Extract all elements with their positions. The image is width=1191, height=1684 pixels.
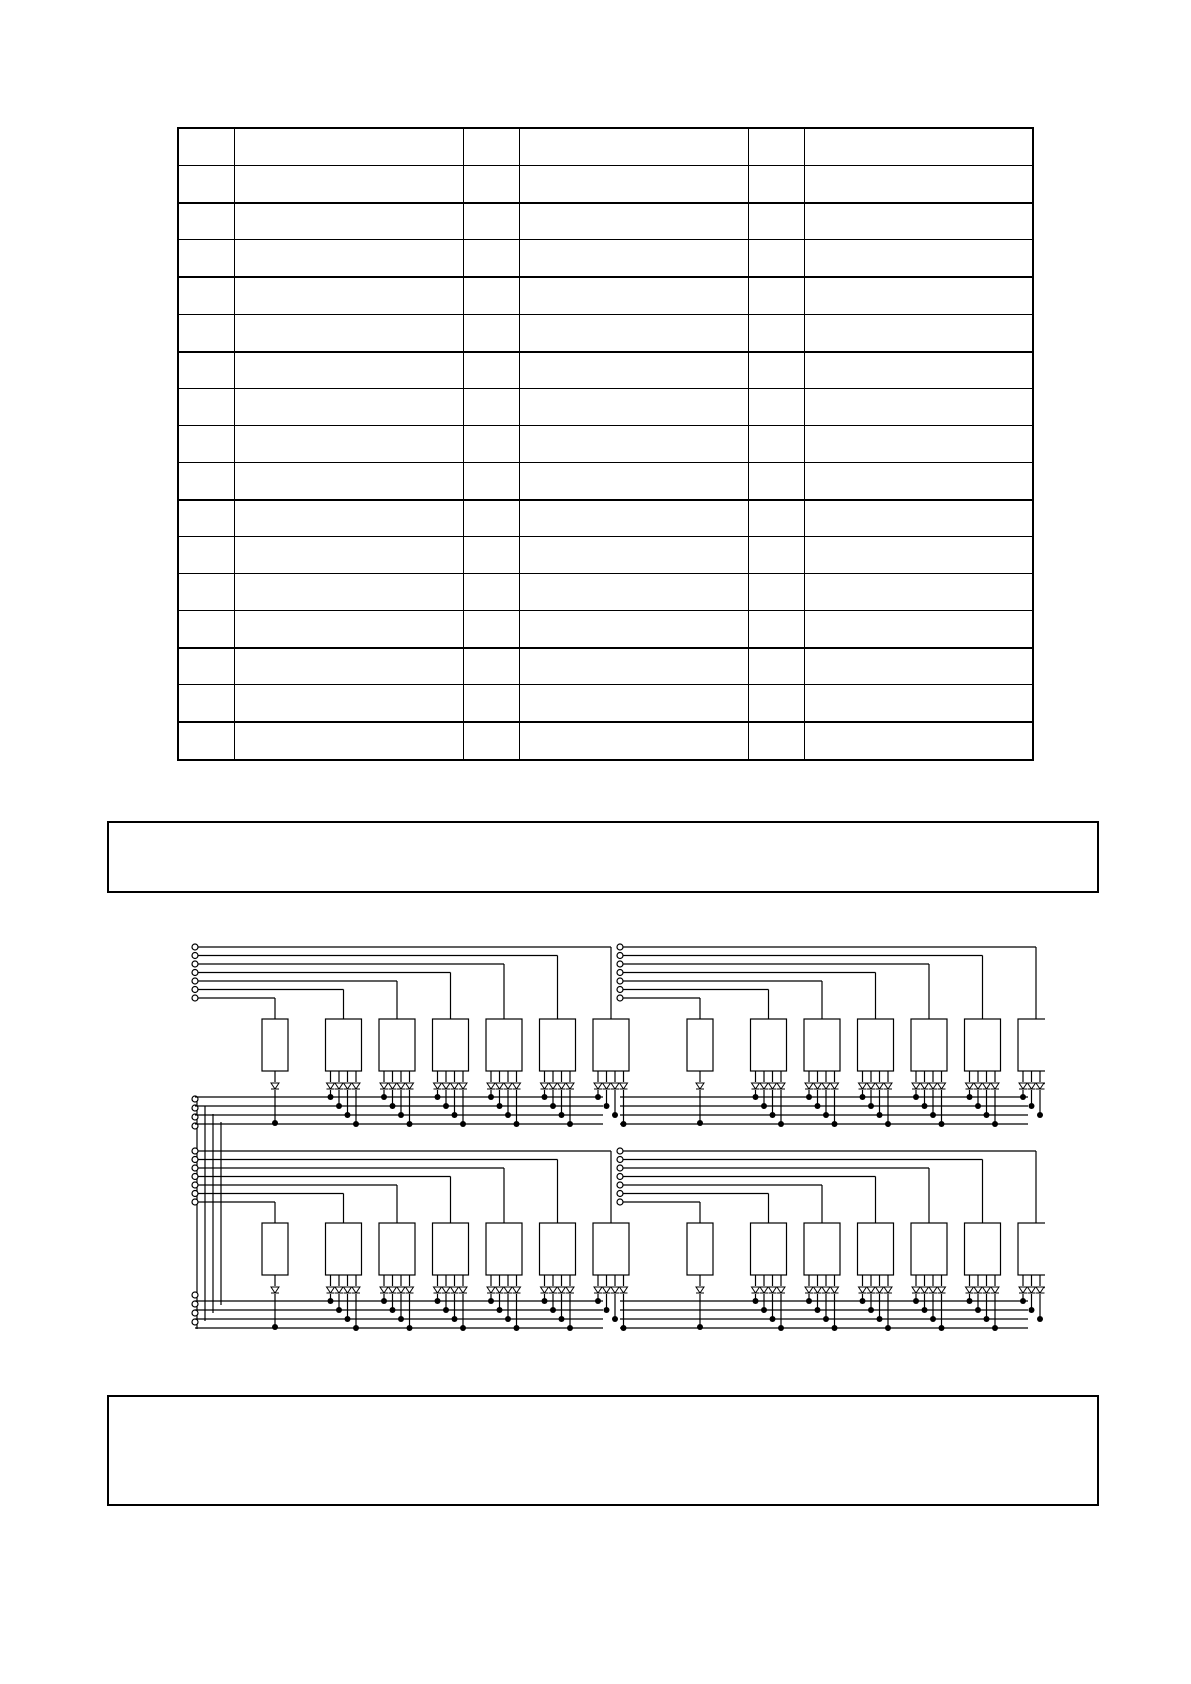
input-terminal bbox=[192, 987, 198, 993]
diode-icon bbox=[566, 1083, 574, 1089]
pin-name-cell bbox=[804, 574, 1033, 611]
diode-icon bbox=[929, 1083, 937, 1089]
seven-segment-digit bbox=[433, 1019, 469, 1071]
diode-icon bbox=[859, 1083, 867, 1089]
junction-dot bbox=[1029, 1307, 1035, 1313]
pin-number-cell bbox=[748, 574, 804, 611]
pin-number-cell bbox=[748, 277, 804, 314]
diode-icon bbox=[859, 1287, 867, 1293]
input-terminal bbox=[617, 987, 623, 993]
diode-icon bbox=[620, 1287, 628, 1293]
pin-number-cell bbox=[463, 537, 519, 574]
pin-name-cell bbox=[519, 648, 748, 685]
seven-segment-digit bbox=[540, 1223, 576, 1275]
input-terminal bbox=[192, 1191, 198, 1197]
input-terminal bbox=[617, 970, 623, 976]
table-row bbox=[178, 240, 1033, 277]
diode-icon bbox=[271, 1083, 279, 1089]
pin-number-cell bbox=[463, 648, 519, 685]
diode-icon bbox=[451, 1287, 459, 1293]
diode-icon bbox=[884, 1083, 892, 1089]
pin-number-cell bbox=[748, 537, 804, 574]
diode-icon bbox=[1028, 1083, 1036, 1089]
diode-icon bbox=[594, 1287, 602, 1293]
diode-icon bbox=[541, 1083, 549, 1089]
pin-name-cell bbox=[234, 426, 463, 463]
pin-number-cell bbox=[463, 165, 519, 202]
input-terminal bbox=[192, 1157, 198, 1163]
input-terminal bbox=[617, 1165, 623, 1171]
pin-number-cell bbox=[178, 426, 234, 463]
pin-name-cell bbox=[519, 128, 748, 165]
junction-dot bbox=[1037, 1316, 1043, 1322]
pin-name-cell bbox=[804, 537, 1033, 574]
junction-dot bbox=[697, 1120, 703, 1126]
diode-icon bbox=[912, 1083, 920, 1089]
pin-name-cell bbox=[519, 462, 748, 499]
pin-name-cell bbox=[234, 352, 463, 389]
diode-icon bbox=[487, 1287, 495, 1293]
diode-icon bbox=[389, 1287, 397, 1293]
seven-segment-digit bbox=[751, 1019, 787, 1071]
diode-icon bbox=[1045, 1083, 1046, 1089]
diode-icon bbox=[991, 1083, 999, 1089]
pin-number-cell bbox=[463, 352, 519, 389]
seven-segment-digit bbox=[858, 1019, 894, 1071]
pin-number-cell bbox=[748, 648, 804, 685]
pin-number-cell bbox=[463, 462, 519, 499]
pin-number-cell bbox=[463, 314, 519, 351]
pin-name-cell bbox=[519, 314, 748, 351]
note-box-lower bbox=[107, 1395, 1099, 1506]
pin-name-cell bbox=[519, 685, 748, 722]
input-terminal bbox=[192, 961, 198, 967]
diode-icon bbox=[549, 1083, 557, 1089]
diode-icon bbox=[352, 1287, 360, 1293]
pin-number-cell bbox=[178, 722, 234, 760]
input-terminal bbox=[617, 995, 623, 1001]
table-row bbox=[178, 574, 1033, 611]
diode-icon bbox=[752, 1083, 760, 1089]
diode-icon bbox=[760, 1287, 768, 1293]
pin-name-cell bbox=[234, 722, 463, 760]
pin-table-body bbox=[178, 128, 1033, 760]
pin-name-cell bbox=[234, 574, 463, 611]
input-terminal bbox=[192, 1292, 198, 1298]
pin-number-cell bbox=[178, 500, 234, 537]
pin-number-cell bbox=[748, 165, 804, 202]
pin-name-cell bbox=[804, 314, 1033, 351]
pin-name-cell bbox=[804, 165, 1033, 202]
diode-icon bbox=[805, 1083, 813, 1089]
pin-name-cell bbox=[519, 500, 748, 537]
pin-number-cell bbox=[178, 648, 234, 685]
diode-icon bbox=[389, 1083, 397, 1089]
pin-name-cell bbox=[519, 426, 748, 463]
pin-number-cell bbox=[463, 500, 519, 537]
pin-name-cell bbox=[519, 389, 748, 426]
input-terminal bbox=[617, 1148, 623, 1154]
pin-name-cell bbox=[804, 462, 1033, 499]
seven-segment-digit bbox=[379, 1223, 415, 1275]
pin-name-cell bbox=[234, 240, 463, 277]
input-terminal bbox=[617, 1199, 623, 1205]
diode-icon bbox=[344, 1083, 352, 1089]
pin-number-cell bbox=[178, 685, 234, 722]
table-row bbox=[178, 610, 1033, 647]
pin-number-cell bbox=[178, 389, 234, 426]
diode-icon bbox=[406, 1287, 414, 1293]
diode-icon bbox=[822, 1287, 830, 1293]
pin-number-cell bbox=[748, 240, 804, 277]
pin-name-cell bbox=[804, 240, 1033, 277]
pin-number-cell bbox=[178, 610, 234, 647]
input-terminal bbox=[192, 1174, 198, 1180]
diode-icon bbox=[549, 1287, 557, 1293]
pin-number-cell bbox=[748, 462, 804, 499]
junction-dot bbox=[612, 1112, 618, 1118]
diode-icon bbox=[352, 1083, 360, 1089]
digit-driver-box bbox=[262, 1019, 288, 1071]
junction-dot bbox=[272, 1120, 278, 1126]
pin-name-cell bbox=[234, 500, 463, 537]
diode-icon bbox=[696, 1083, 704, 1089]
diode-icon bbox=[983, 1083, 991, 1089]
pin-number-cell bbox=[463, 389, 519, 426]
diode-icon bbox=[335, 1287, 343, 1293]
pin-number-cell bbox=[748, 314, 804, 351]
diode-icon bbox=[513, 1287, 521, 1293]
diode-icon bbox=[867, 1083, 875, 1089]
table-row bbox=[178, 352, 1033, 389]
pin-number-cell bbox=[748, 352, 804, 389]
seven-segment-digit bbox=[1018, 1019, 1045, 1071]
pin-name-cell bbox=[519, 574, 748, 611]
pin-name-cell bbox=[804, 389, 1033, 426]
diode-icon bbox=[380, 1287, 388, 1293]
input-terminal bbox=[192, 1199, 198, 1205]
pin-number-cell bbox=[178, 574, 234, 611]
input-terminal bbox=[617, 961, 623, 967]
pin-number-cell bbox=[178, 240, 234, 277]
table-row bbox=[178, 537, 1033, 574]
diode-icon bbox=[921, 1287, 929, 1293]
diode-icon bbox=[504, 1287, 512, 1293]
pin-name-cell bbox=[234, 128, 463, 165]
seven-segment-digit bbox=[326, 1019, 362, 1071]
input-terminal bbox=[192, 978, 198, 984]
pin-number-cell bbox=[748, 128, 804, 165]
diode-icon bbox=[921, 1083, 929, 1089]
pin-name-cell bbox=[804, 277, 1033, 314]
segment-display-schematic bbox=[185, 937, 1045, 1347]
pin-number-cell bbox=[463, 610, 519, 647]
diode-icon bbox=[983, 1287, 991, 1293]
diode-icon bbox=[822, 1083, 830, 1089]
input-terminal bbox=[192, 1301, 198, 1307]
input-terminal bbox=[617, 1191, 623, 1197]
diode-icon bbox=[327, 1083, 335, 1089]
pin-number-cell bbox=[178, 537, 234, 574]
diode-icon bbox=[938, 1083, 946, 1089]
diode-icon bbox=[752, 1287, 760, 1293]
input-terminal bbox=[192, 1310, 198, 1316]
pin-name-cell bbox=[804, 685, 1033, 722]
diode-icon bbox=[594, 1083, 602, 1089]
pin-name-cell bbox=[234, 648, 463, 685]
pin-name-cell bbox=[234, 314, 463, 351]
digit-driver-box bbox=[262, 1223, 288, 1275]
note-box-upper bbox=[107, 821, 1099, 893]
junction-dot bbox=[1037, 1112, 1043, 1118]
input-terminal bbox=[192, 1319, 198, 1325]
diode-icon bbox=[558, 1083, 566, 1089]
diode-icon bbox=[620, 1083, 628, 1089]
diode-icon bbox=[442, 1083, 450, 1089]
seven-segment-digit bbox=[540, 1019, 576, 1071]
diode-icon bbox=[974, 1287, 982, 1293]
diode-icon bbox=[434, 1083, 442, 1089]
seven-segment-digit bbox=[965, 1019, 1001, 1071]
pin-number-cell bbox=[178, 165, 234, 202]
input-terminal bbox=[617, 978, 623, 984]
pin-number-cell bbox=[463, 277, 519, 314]
pin-name-cell bbox=[234, 165, 463, 202]
diode-icon bbox=[335, 1083, 343, 1089]
seven-segment-digit bbox=[911, 1223, 947, 1275]
pin-name-cell bbox=[804, 610, 1033, 647]
diode-icon bbox=[814, 1083, 822, 1089]
seven-segment-digit bbox=[593, 1019, 629, 1071]
digit-driver-box bbox=[687, 1019, 713, 1071]
table-row bbox=[178, 128, 1033, 165]
diode-icon bbox=[1045, 1287, 1046, 1293]
pin-number-cell bbox=[178, 277, 234, 314]
input-terminal bbox=[192, 1165, 198, 1171]
pin-assignment-table bbox=[177, 127, 1034, 761]
diode-icon bbox=[831, 1083, 839, 1089]
seven-segment-digit bbox=[326, 1223, 362, 1275]
table-row bbox=[178, 426, 1033, 463]
diode-icon bbox=[966, 1287, 974, 1293]
diode-icon bbox=[696, 1287, 704, 1293]
pin-number-cell bbox=[178, 314, 234, 351]
diode-icon bbox=[558, 1287, 566, 1293]
diode-icon bbox=[603, 1287, 611, 1293]
input-terminal bbox=[192, 995, 198, 1001]
seven-segment-digit bbox=[593, 1223, 629, 1275]
input-terminal bbox=[192, 1182, 198, 1188]
pin-number-cell bbox=[748, 389, 804, 426]
junction-dot bbox=[604, 1103, 610, 1109]
pin-number-cell bbox=[463, 685, 519, 722]
pin-name-cell bbox=[519, 722, 748, 760]
pin-number-cell bbox=[748, 426, 804, 463]
input-terminal bbox=[617, 1182, 623, 1188]
seven-segment-digit bbox=[486, 1019, 522, 1071]
diode-icon bbox=[611, 1083, 619, 1089]
seven-segment-digit bbox=[751, 1223, 787, 1275]
diode-icon bbox=[805, 1287, 813, 1293]
pin-name-cell bbox=[519, 240, 748, 277]
pin-name-cell bbox=[519, 203, 748, 240]
junction-dot bbox=[272, 1324, 278, 1330]
pin-number-cell bbox=[463, 240, 519, 277]
pin-name-cell bbox=[519, 165, 748, 202]
seven-segment-digit bbox=[486, 1223, 522, 1275]
table-row bbox=[178, 389, 1033, 426]
diode-icon bbox=[769, 1083, 777, 1089]
diode-icon bbox=[760, 1083, 768, 1089]
pin-number-cell bbox=[748, 203, 804, 240]
junction-dot bbox=[697, 1324, 703, 1330]
pin-number-cell bbox=[463, 722, 519, 760]
diode-icon bbox=[1036, 1083, 1044, 1089]
pin-name-cell bbox=[804, 128, 1033, 165]
diode-icon bbox=[451, 1083, 459, 1089]
pin-name-cell bbox=[804, 203, 1033, 240]
diode-icon bbox=[496, 1287, 504, 1293]
pin-name-cell bbox=[234, 537, 463, 574]
input-terminal bbox=[192, 970, 198, 976]
input-terminal bbox=[192, 1148, 198, 1154]
pin-number-cell bbox=[463, 574, 519, 611]
diode-icon bbox=[566, 1287, 574, 1293]
diode-icon bbox=[1019, 1083, 1027, 1089]
diode-icon bbox=[397, 1083, 405, 1089]
diode-icon bbox=[442, 1287, 450, 1293]
digit-driver-box bbox=[687, 1223, 713, 1275]
pin-name-cell bbox=[234, 389, 463, 426]
diode-icon bbox=[777, 1083, 785, 1089]
diode-icon bbox=[271, 1287, 279, 1293]
pin-name-cell bbox=[519, 610, 748, 647]
pin-name-cell bbox=[804, 648, 1033, 685]
diode-icon bbox=[912, 1287, 920, 1293]
diode-icon bbox=[831, 1287, 839, 1293]
diode-icon bbox=[496, 1083, 504, 1089]
seven-segment-digit bbox=[804, 1019, 840, 1071]
pin-number-cell bbox=[748, 500, 804, 537]
junction-dot bbox=[604, 1307, 610, 1313]
pin-name-cell bbox=[804, 500, 1033, 537]
input-terminal bbox=[192, 953, 198, 959]
input-terminal bbox=[617, 944, 623, 950]
input-terminal bbox=[192, 944, 198, 950]
seven-segment-digit bbox=[1018, 1223, 1045, 1275]
seven-segment-digit bbox=[858, 1223, 894, 1275]
diode-icon bbox=[434, 1287, 442, 1293]
diode-icon bbox=[380, 1083, 388, 1089]
diode-icon bbox=[876, 1083, 884, 1089]
table-row bbox=[178, 203, 1033, 240]
pin-name-cell bbox=[804, 352, 1033, 389]
diode-icon bbox=[929, 1287, 937, 1293]
pin-number-cell bbox=[748, 722, 804, 760]
diode-icon bbox=[884, 1287, 892, 1293]
diode-icon bbox=[541, 1287, 549, 1293]
diode-icon bbox=[487, 1083, 495, 1089]
seven-segment-digit bbox=[965, 1223, 1001, 1275]
pin-number-cell bbox=[748, 685, 804, 722]
pin-number-cell bbox=[178, 203, 234, 240]
pin-number-cell bbox=[463, 426, 519, 463]
table-row bbox=[178, 722, 1033, 760]
diode-icon bbox=[991, 1287, 999, 1293]
pin-number-cell bbox=[463, 203, 519, 240]
diode-icon bbox=[611, 1287, 619, 1293]
diode-icon bbox=[814, 1287, 822, 1293]
input-terminal bbox=[617, 1174, 623, 1180]
diode-icon bbox=[769, 1287, 777, 1293]
pin-number-cell bbox=[463, 128, 519, 165]
table-row bbox=[178, 685, 1033, 722]
seven-segment-digit bbox=[911, 1019, 947, 1071]
diode-icon bbox=[777, 1287, 785, 1293]
pin-name-cell bbox=[234, 610, 463, 647]
diode-icon bbox=[397, 1287, 405, 1293]
diode-icon bbox=[1019, 1287, 1027, 1293]
junction-dot bbox=[1029, 1103, 1035, 1109]
diode-icon bbox=[938, 1287, 946, 1293]
diode-icon bbox=[974, 1083, 982, 1089]
seven-segment-digit bbox=[433, 1223, 469, 1275]
diode-icon bbox=[327, 1287, 335, 1293]
pin-name-cell bbox=[234, 203, 463, 240]
table-row bbox=[178, 314, 1033, 351]
diode-icon bbox=[867, 1287, 875, 1293]
pin-number-cell bbox=[178, 352, 234, 389]
seven-segment-digit bbox=[379, 1019, 415, 1071]
pin-name-cell bbox=[234, 685, 463, 722]
pin-name-cell bbox=[234, 277, 463, 314]
input-terminal bbox=[617, 953, 623, 959]
junction-dot bbox=[612, 1316, 618, 1322]
pin-number-cell bbox=[178, 128, 234, 165]
diode-icon bbox=[603, 1083, 611, 1089]
pin-name-cell bbox=[519, 277, 748, 314]
diode-icon bbox=[504, 1083, 512, 1089]
table-row bbox=[178, 165, 1033, 202]
pin-name-cell bbox=[519, 352, 748, 389]
table-row bbox=[178, 500, 1033, 537]
input-terminal bbox=[617, 1157, 623, 1163]
diode-icon bbox=[1036, 1287, 1044, 1293]
diode-icon bbox=[513, 1083, 521, 1089]
pin-name-cell bbox=[234, 462, 463, 499]
diode-icon bbox=[966, 1083, 974, 1089]
table-row bbox=[178, 277, 1033, 314]
diode-icon bbox=[876, 1287, 884, 1293]
pin-number-cell bbox=[178, 462, 234, 499]
diode-icon bbox=[459, 1287, 467, 1293]
table-row bbox=[178, 462, 1033, 499]
pin-name-cell bbox=[804, 722, 1033, 760]
pin-name-cell bbox=[804, 426, 1033, 463]
diode-icon bbox=[406, 1083, 414, 1089]
diode-icon bbox=[459, 1083, 467, 1089]
pin-number-cell bbox=[748, 610, 804, 647]
diode-icon bbox=[1028, 1287, 1036, 1293]
pin-name-cell bbox=[519, 537, 748, 574]
diode-icon bbox=[344, 1287, 352, 1293]
table-row bbox=[178, 648, 1033, 685]
seven-segment-digit bbox=[804, 1223, 840, 1275]
